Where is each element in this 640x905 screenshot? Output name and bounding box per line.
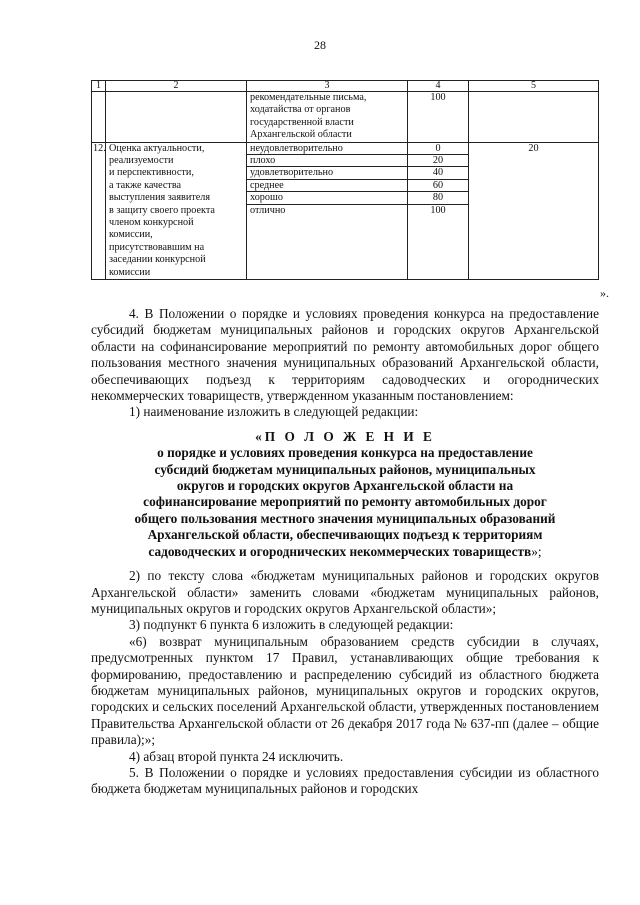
criterion-text: присутствовавшим на	[109, 241, 205, 253]
cell-weight	[469, 92, 599, 143]
header-col-4: 4	[408, 81, 469, 92]
table-row-12	[92, 142, 599, 279]
rating-label: удовлетворительно	[247, 167, 407, 179]
ratings-cell	[247, 142, 408, 279]
table-header-row	[92, 81, 599, 92]
title-closing-quote: »;	[531, 543, 542, 559]
closing-quote-mark: ».	[600, 286, 609, 300]
regulation-title-last-line	[91, 544, 599, 560]
score-value: 100	[430, 204, 446, 216]
paragraph-4: 4. В Положении о порядке и условиях проведения конкурса на предоставление субсидий бюджетам муниципальных районов и городских округов Архангельской области на софинансирование мероприятий по ремонту автомобильных дорог общего пользования местного значения муниципальных образований Архангельской области, обеспечивающих подъезд к территориям садоводческих и огороднических некоммерческих товариществ, утвержденном указанным постановлением:	[91, 306, 599, 404]
rating-label: хорошо	[247, 192, 407, 204]
criterion-text: комиссии	[109, 266, 151, 278]
rating-label: среднее	[247, 180, 407, 192]
regulation-title-heading: «П О Л О Ж Е Н И Е	[255, 428, 435, 444]
rating-label: отлично	[250, 204, 286, 216]
rating-label: плохо	[247, 155, 407, 167]
paragraph-4-2: 2) по тексту слова «бюджетам муниципальных районов и городских округов Архангельской области» заменить словами «бюджетам муниципальных районов, муниципальных округов и городских округов Архангельской области»;	[91, 568, 599, 616]
paragraph-5: 5. В Положении о порядке и условиях предоставления субсидии из областного бюджета бюджетам муниципальных районов и городских	[91, 764, 599, 797]
criterion-text: и перспективности,	[109, 167, 194, 179]
cell-criterion	[106, 92, 247, 143]
score-value: 40	[408, 167, 468, 179]
rating-text: Архангельской области	[250, 129, 352, 141]
criteria-table	[91, 80, 599, 280]
header-col-5: 5	[469, 81, 599, 92]
header-col-3: 3	[247, 81, 408, 92]
regulation-title-line: софинансирование мероприятий по ремонту автомобильных дорог	[143, 494, 547, 510]
regulation-title-line: общего пользования местного значения муниципальных образований	[134, 510, 556, 526]
score-value: 0	[408, 143, 468, 155]
criterion-text: выступления заявителя	[109, 192, 211, 204]
page-number: 28	[314, 38, 326, 52]
score-value: 20	[408, 155, 468, 167]
score-value: 80	[408, 192, 468, 204]
regulation-title-line: Архангельской области, обеспечивающих подъезд к территориям	[147, 527, 543, 543]
cell-ratings	[247, 92, 408, 143]
weight-cell: 20	[469, 142, 599, 279]
regulation-title-line: субсидий бюджетам муниципальных районов, муниципальных	[154, 461, 536, 477]
paragraph-4-3-quote: «6) возврат муниципальным образованием средств субсидии в случаях, предусмотренных пунктом 17 Правил, устанавливающих общие требования к формированию, предоставлению и распределению субсидий из областного бюджета бюджетам муниципальных районов, муниципальных округов и городских округов, городских и сельских поселений Архангельской области, утвержденных постановлением Правительства Архангельской области от 26 декабря 2017 года № 637-пп (далее – общие правила);»;	[91, 633, 599, 748]
header-col-1: 1	[92, 81, 106, 92]
criterion-text: реализуемости	[109, 155, 174, 167]
header-col-2: 2	[106, 81, 247, 92]
document-body	[91, 306, 599, 798]
regulation-title-line: округов и городских округов Архангельской области на	[176, 478, 514, 494]
paragraph-4-1: 1) наименование изложить в следующей редакции:	[129, 404, 419, 420]
cell-score	[408, 92, 469, 143]
criterion-text: членом конкурсной	[109, 217, 194, 229]
cell-num	[92, 92, 106, 143]
score-value: 60	[408, 180, 468, 192]
criterion-text: комиссии,	[109, 229, 153, 241]
regulation-title-line: о порядке и условиях проведения конкурса на предоставление	[157, 445, 533, 461]
title-last-text: садоводческих и огороднических некоммерческих товариществ	[148, 543, 532, 559]
criterion-text: Оценка актуальности,	[109, 142, 205, 154]
table-row-continued	[92, 92, 599, 143]
criterion-text: в защиту своего проекта	[109, 204, 215, 216]
scores-cell	[408, 142, 469, 279]
criterion-cell	[106, 142, 247, 279]
rating-text: ходатайства от органов	[250, 104, 351, 116]
paragraph-4-3: 3) подпункт 6 пункта 6 изложить в следующей редакции:	[129, 617, 454, 633]
rating-label: неудовлетворительно	[247, 143, 407, 155]
criterion-text: заседании конкурсной	[109, 254, 206, 266]
score-value: 100	[430, 92, 446, 103]
row-number: 12.	[92, 142, 106, 279]
rating-text: рекомендательные письма,	[250, 92, 367, 103]
paragraph-4-4: 4) абзац второй пункта 24 исключить.	[129, 748, 344, 764]
criterion-text: а также качества	[109, 179, 182, 191]
rating-text: государственной власти	[250, 116, 354, 128]
